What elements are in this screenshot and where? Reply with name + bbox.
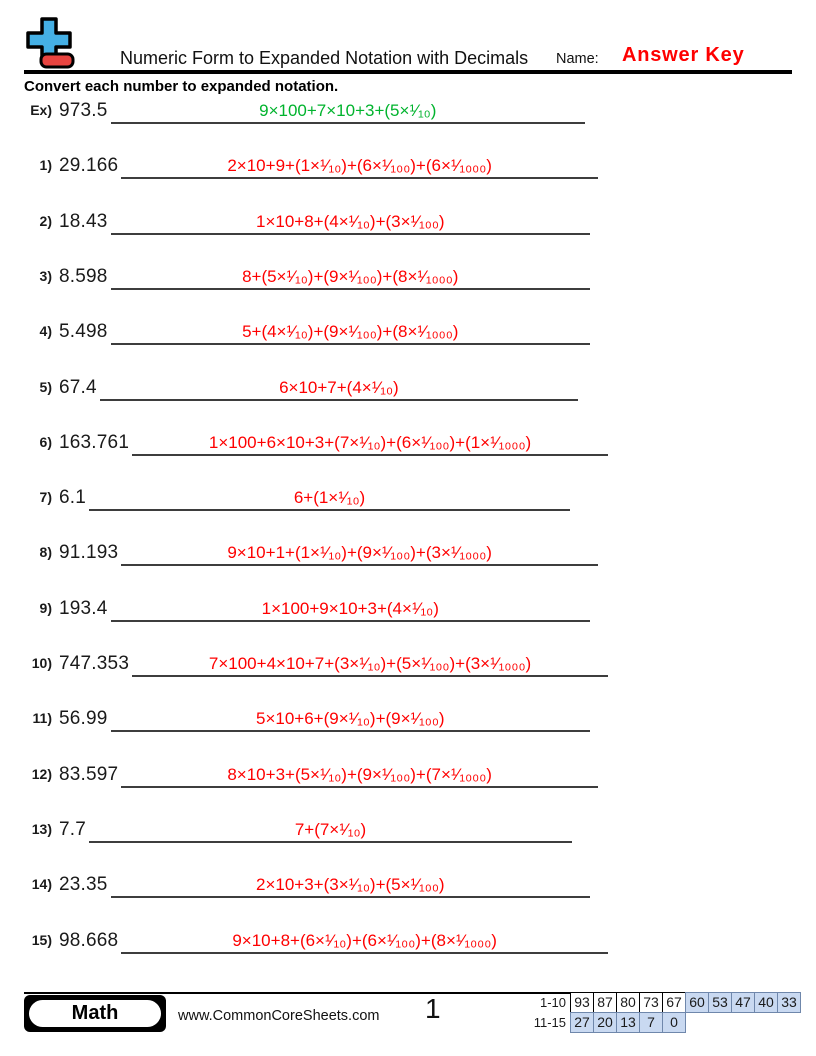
problem-row bbox=[24, 321, 590, 345]
problem-value: 83.597 bbox=[59, 764, 119, 785]
problem-number-label: 13) bbox=[31, 821, 52, 837]
problem-row bbox=[24, 708, 590, 732]
problem-row bbox=[24, 487, 570, 511]
problem-row bbox=[24, 542, 598, 566]
problem-value: 18.43 bbox=[59, 211, 108, 232]
score-cell: 93 bbox=[570, 992, 594, 1013]
subject-badge-pill bbox=[29, 1000, 161, 1027]
website-text: www.CommonCoreSheets.com bbox=[178, 1008, 380, 1024]
answer-blank-line bbox=[132, 433, 608, 456]
score-table bbox=[530, 992, 801, 1033]
answer-text: 1×100+6×10+3+(7×¹⁄₁₀)+(6×¹⁄₁₀₀)+(1×¹⁄₁₀₀₀) bbox=[208, 433, 532, 452]
answer-text: 1×10+8+(4×¹⁄₁₀)+(3×¹⁄₁₀₀) bbox=[255, 212, 445, 231]
problem-row bbox=[24, 598, 590, 622]
problem-row bbox=[24, 432, 608, 456]
score-cell: 40 bbox=[754, 992, 778, 1013]
problem-row bbox=[24, 155, 598, 179]
answer-text: 5×10+6+(9×¹⁄₁₀)+(9×¹⁄₁₀₀) bbox=[255, 709, 445, 728]
problem-value: 8.598 bbox=[59, 266, 108, 287]
answer-blank-line bbox=[111, 599, 590, 622]
answer-text: 9×10+1+(1×¹⁄₁₀)+(9×¹⁄₁₀₀)+(3×¹⁄₁₀₀₀) bbox=[227, 543, 492, 562]
page-number: 1 bbox=[425, 993, 441, 1024]
problem-row bbox=[24, 653, 608, 677]
problem-value: 973.5 bbox=[59, 100, 108, 121]
problem-value: 747.353 bbox=[59, 653, 130, 674]
score-row bbox=[530, 992, 801, 1013]
problem-row bbox=[24, 819, 572, 843]
problem-number-label: 7) bbox=[39, 489, 52, 505]
answer-blank-line bbox=[111, 267, 590, 290]
score-row bbox=[530, 1012, 801, 1033]
score-cell: 60 bbox=[685, 992, 709, 1013]
problem-value: 67.4 bbox=[59, 377, 97, 398]
score-cell: 87 bbox=[593, 992, 617, 1013]
problem-row bbox=[24, 930, 608, 954]
answer-blank-line bbox=[121, 931, 608, 954]
problem-number-label: 10) bbox=[31, 655, 52, 671]
problem-row bbox=[24, 211, 590, 235]
problem-number-label: 6) bbox=[39, 434, 52, 450]
answer-text: 1×100+9×10+3+(4×¹⁄₁₀) bbox=[261, 599, 439, 618]
score-cell: 53 bbox=[708, 992, 732, 1013]
score-cell: 20 bbox=[593, 1012, 617, 1033]
problem-number-label: 3) bbox=[39, 268, 52, 284]
page-title: Numeric Form to Expanded Notation with Decimals bbox=[120, 48, 529, 68]
answer-blank-line bbox=[121, 765, 598, 788]
subject-badge-label: Math bbox=[71, 1002, 119, 1024]
problem-row bbox=[24, 377, 578, 401]
answer-blank-line bbox=[111, 322, 590, 345]
problem-row bbox=[24, 764, 598, 788]
problem-number-label: 9) bbox=[39, 600, 52, 616]
problem-number-label: 5) bbox=[39, 379, 52, 395]
problem-number-label: 1) bbox=[39, 157, 52, 173]
answer-text: 7×100+4×10+7+(3×¹⁄₁₀)+(5×¹⁄₁₀₀)+(3×¹⁄₁₀₀₀) bbox=[208, 654, 532, 673]
problem-value: 98.668 bbox=[59, 930, 119, 951]
subject-badge bbox=[24, 995, 166, 1032]
answer-blank-line bbox=[111, 101, 585, 124]
answer-text: 9×100+7×10+3+(5×¹⁄₁₀) bbox=[259, 101, 437, 120]
header-divider bbox=[24, 70, 792, 74]
instruction-text: Convert each number to expanded notation. bbox=[24, 78, 339, 95]
answer-text: 8+(5×¹⁄₁₀)+(9×¹⁄₁₀₀)+(8×¹⁄₁₀₀₀) bbox=[242, 267, 459, 286]
answer-text: 7+(7×¹⁄₁₀) bbox=[294, 820, 367, 839]
score-cell: 80 bbox=[616, 992, 640, 1013]
problem-value: 163.761 bbox=[59, 432, 130, 453]
score-cell: 73 bbox=[639, 992, 663, 1013]
score-cell: 13 bbox=[616, 1012, 640, 1033]
problem-row bbox=[24, 874, 590, 898]
answer-text: 2×10+3+(3×¹⁄₁₀)+(5×¹⁄₁₀₀) bbox=[255, 875, 445, 894]
problem-value: 91.193 bbox=[59, 542, 119, 563]
name-label: Name: bbox=[556, 51, 599, 67]
problem-value: 5.498 bbox=[59, 321, 108, 342]
answer-key-text: Answer Key bbox=[622, 44, 745, 66]
problem-number-label: 4) bbox=[39, 323, 52, 339]
answer-text: 8×10+3+(5×¹⁄₁₀)+(9×¹⁄₁₀₀)+(7×¹⁄₁₀₀₀) bbox=[227, 765, 492, 784]
problem-value: 6.1 bbox=[59, 487, 87, 508]
answer-text: 6+(1×¹⁄₁₀) bbox=[293, 488, 366, 507]
answer-blank-line bbox=[111, 212, 590, 235]
answer-blank-line bbox=[89, 488, 570, 511]
problem-number-label: 12) bbox=[31, 766, 52, 782]
problem-number-label: 8) bbox=[39, 544, 52, 560]
score-cell: 0 bbox=[662, 1012, 686, 1033]
answer-blank-line bbox=[111, 875, 590, 898]
score-cell: 33 bbox=[777, 992, 801, 1013]
answer-blank-line bbox=[132, 654, 608, 677]
problem-value: 56.99 bbox=[59, 708, 108, 729]
plus-minus-math-logo-icon bbox=[22, 15, 76, 71]
problem-number-label: 2) bbox=[39, 213, 52, 229]
problem-row bbox=[24, 100, 585, 124]
answer-blank-line bbox=[100, 378, 578, 401]
problem-number-label: 14) bbox=[31, 876, 52, 892]
problem-value: 7.7 bbox=[59, 819, 87, 840]
answer-blank-line bbox=[89, 820, 572, 843]
score-range-label: 1-10 bbox=[539, 995, 566, 1010]
answer-text: 9×10+8+(6×¹⁄₁₀)+(6×¹⁄₁₀₀)+(8×¹⁄₁₀₀₀) bbox=[232, 931, 497, 950]
problem-row bbox=[24, 266, 590, 290]
score-cell: 47 bbox=[731, 992, 755, 1013]
answer-blank-line bbox=[121, 156, 598, 179]
problem-number-label: 11) bbox=[32, 710, 52, 726]
score-cell: 27 bbox=[570, 1012, 594, 1033]
answer-blank-line bbox=[121, 543, 598, 566]
answer-text: 2×10+9+(1×¹⁄₁₀)+(6×¹⁄₁₀₀)+(6×¹⁄₁₀₀₀) bbox=[227, 156, 492, 175]
answer-blank-line bbox=[111, 709, 590, 732]
answer-text: 6×10+7+(4×¹⁄₁₀) bbox=[279, 378, 399, 397]
problem-value: 29.166 bbox=[59, 155, 119, 176]
score-cell: 7 bbox=[639, 1012, 663, 1033]
problem-number-label: Ex) bbox=[30, 102, 52, 118]
problem-value: 23.35 bbox=[59, 874, 108, 895]
score-cell: 67 bbox=[662, 992, 686, 1013]
answer-text: 5+(4×¹⁄₁₀)+(9×¹⁄₁₀₀)+(8×¹⁄₁₀₀₀) bbox=[242, 322, 459, 341]
problem-number-label: 15) bbox=[31, 932, 52, 948]
score-range-label: 11-15 bbox=[533, 1015, 566, 1030]
problem-value: 193.4 bbox=[59, 598, 108, 619]
